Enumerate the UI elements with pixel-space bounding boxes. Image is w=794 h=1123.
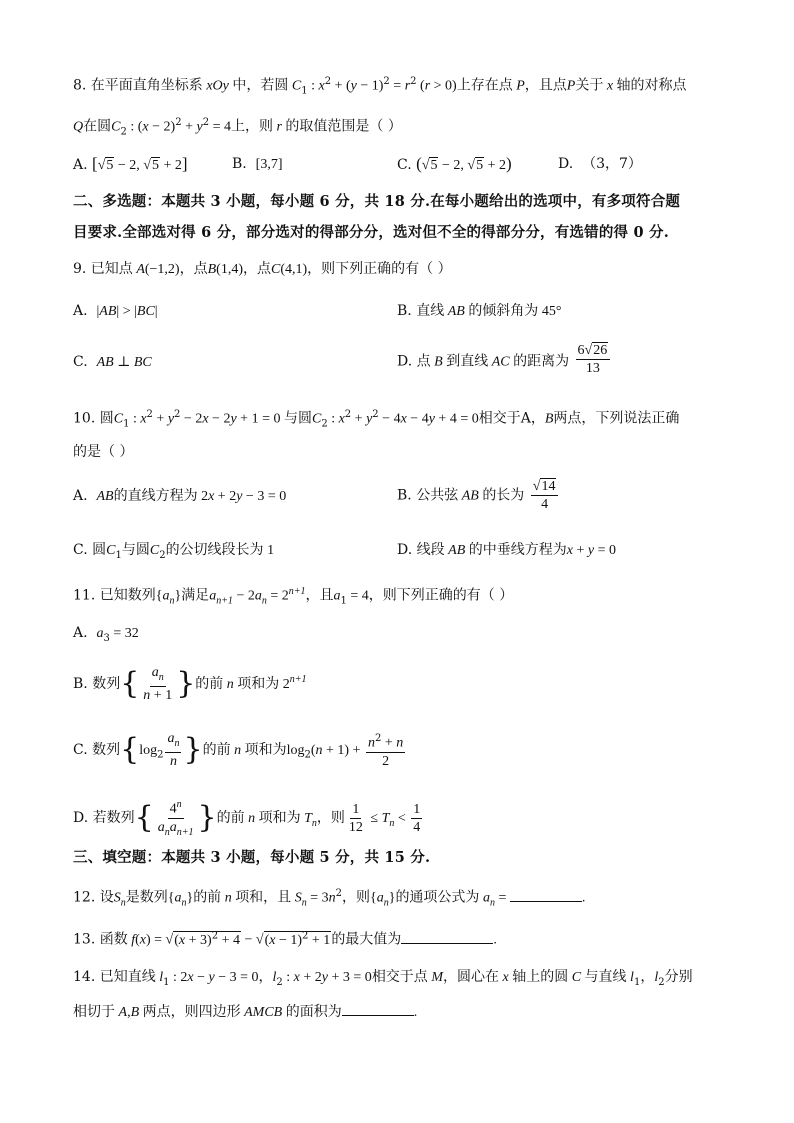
q8-option-d: D. （3，7） bbox=[558, 156, 642, 172]
q11-option-a: A. $a_3 = 32$ bbox=[73, 625, 139, 644]
q14-answer-blank[interactable] bbox=[342, 1003, 414, 1016]
q10-stem-line2: 的是（ ） bbox=[73, 444, 134, 460]
q14-line1: 14. 已知直线 $l_1$ : 2x − y − 3 = 0，$l_2$ : x + 2y + 3 = 0相交于点 M，圆心在 x 轴上的圆 C 与直线 $l_1$，$l_2$分别 bbox=[73, 969, 693, 988]
q8-text: 8. 在平面直角坐标系 bbox=[73, 77, 203, 94]
q10-option-c: C. 圆$C_1$与圆$C_2$的公切线段长为 1 bbox=[73, 542, 275, 561]
section2-heading-line2: 目要求.全部选对得 6 分，部分选对的得部分分，选对但不全的得部分分，有选错的得 0 分. bbox=[73, 224, 669, 241]
section2-heading-line1: 二、多选题：本题共 3 小题，每小题 6 分，共 18 分.在每小题给出的选项中，有多项符合题 bbox=[73, 193, 681, 210]
q10-stem-line1: 10. 圆$C_1$ : $x^2 + y^2 - 2x - 2y + 1 = 0$ 与圆$C_2$ : $x^2 + y^2 - 4x - 4y + 4 = 0$相交于A，B两点，下列说法正确 bbox=[73, 409, 680, 430]
q8-option-a: A. [√5 − 2, √5 + 2] bbox=[73, 154, 188, 173]
q10-option-b: B. 公共弦 AB 的长为 $\frac{√14}{4}$ bbox=[397, 478, 560, 513]
q9-option-d: D. 点 B 到直线 AC 的距离为 $\frac{6√26}{13}$ bbox=[397, 344, 612, 379]
q12: 12. 设$S_n$是数列$\{a_n\}$的前 n 项和，且 $S_n = 3n^2$，则$\{a_n\}$的通项公式为 $a_n$ = . bbox=[73, 888, 586, 909]
q12-answer-blank[interactable] bbox=[510, 889, 582, 902]
q10-option-d: D. 线段 AB 的中垂线方程为x + y = 0 bbox=[397, 542, 616, 558]
q8-line2: Q在圆$C_2$ : $(x - 2)^2 + y^2 = 4$上，则 r 的取值范围是（ ） bbox=[73, 117, 402, 138]
q10-option-a: A. AB的直线方程为 2x + 2y − 3 = 0 bbox=[73, 488, 287, 504]
q11-option-d: D. 若数列{ $\frac{4^n}{a_na_{n+1}}$ }的前 n 项和为 $T_n$，则 $\frac{1}{12}$ ≤ $T_n$ < $\frac{1}{4}$ bbox=[73, 796, 424, 840]
section3-heading: 三、填空题：本题共 3 小题，每小题 5 分，共 15 分. bbox=[73, 849, 431, 866]
q9-stem: 9. 已知点 A(−1,2)，点B(1,4)，点C(4,1)，则下列正确的有（ ） bbox=[73, 261, 452, 277]
q8-option-c: C. (√5 − 2, √5 + 2) bbox=[397, 154, 512, 173]
q9-option-a: A. |AB| > |BC| bbox=[73, 303, 158, 319]
q9-option-c: C. AB ⊥ BC bbox=[73, 354, 152, 370]
q14-line2: 相切于 A,B 两点，则四边形 AMCB 的面积为 . bbox=[73, 1004, 418, 1020]
q13: 13. 函数 $f(x) = √(x + 3)^2 + 4 - √(x - 1)^2 + 1$的最大值为 . bbox=[73, 930, 497, 948]
q11-stem: 11. 已知数列$\{a_n\}$满足$a_{n+1} - 2a_n = 2^{n+1}$，且$a_1 = 4$，则下列正确的有（ ） bbox=[73, 586, 514, 607]
q8-option-b: B. [3,7] bbox=[232, 156, 283, 172]
q9-option-b: B. 直线 AB 的倾斜角为 45° bbox=[397, 303, 562, 319]
q8-line1: 8. 在平面直角坐标系 xOy 中，若圆 $C_1$ : $x^2 + (y - 1)^2 = r^2$ (r > 0)上存在点 P，且点P关于 x 轴的对称点 bbox=[73, 76, 687, 97]
q13-answer-blank[interactable] bbox=[401, 931, 493, 944]
q11-option-c: C. 数列{$\log_2$ $\frac{a_n}{n}$ }的前 n 项和为$\log_2(n + 1)$ + $\frac{n^2 + n}{2}$ bbox=[73, 731, 404, 769]
q11-option-b: B. 数列{ $\frac{a_n}{n + 1}$ }的前 n 项和为 $2^{n+1}$ bbox=[73, 665, 307, 703]
